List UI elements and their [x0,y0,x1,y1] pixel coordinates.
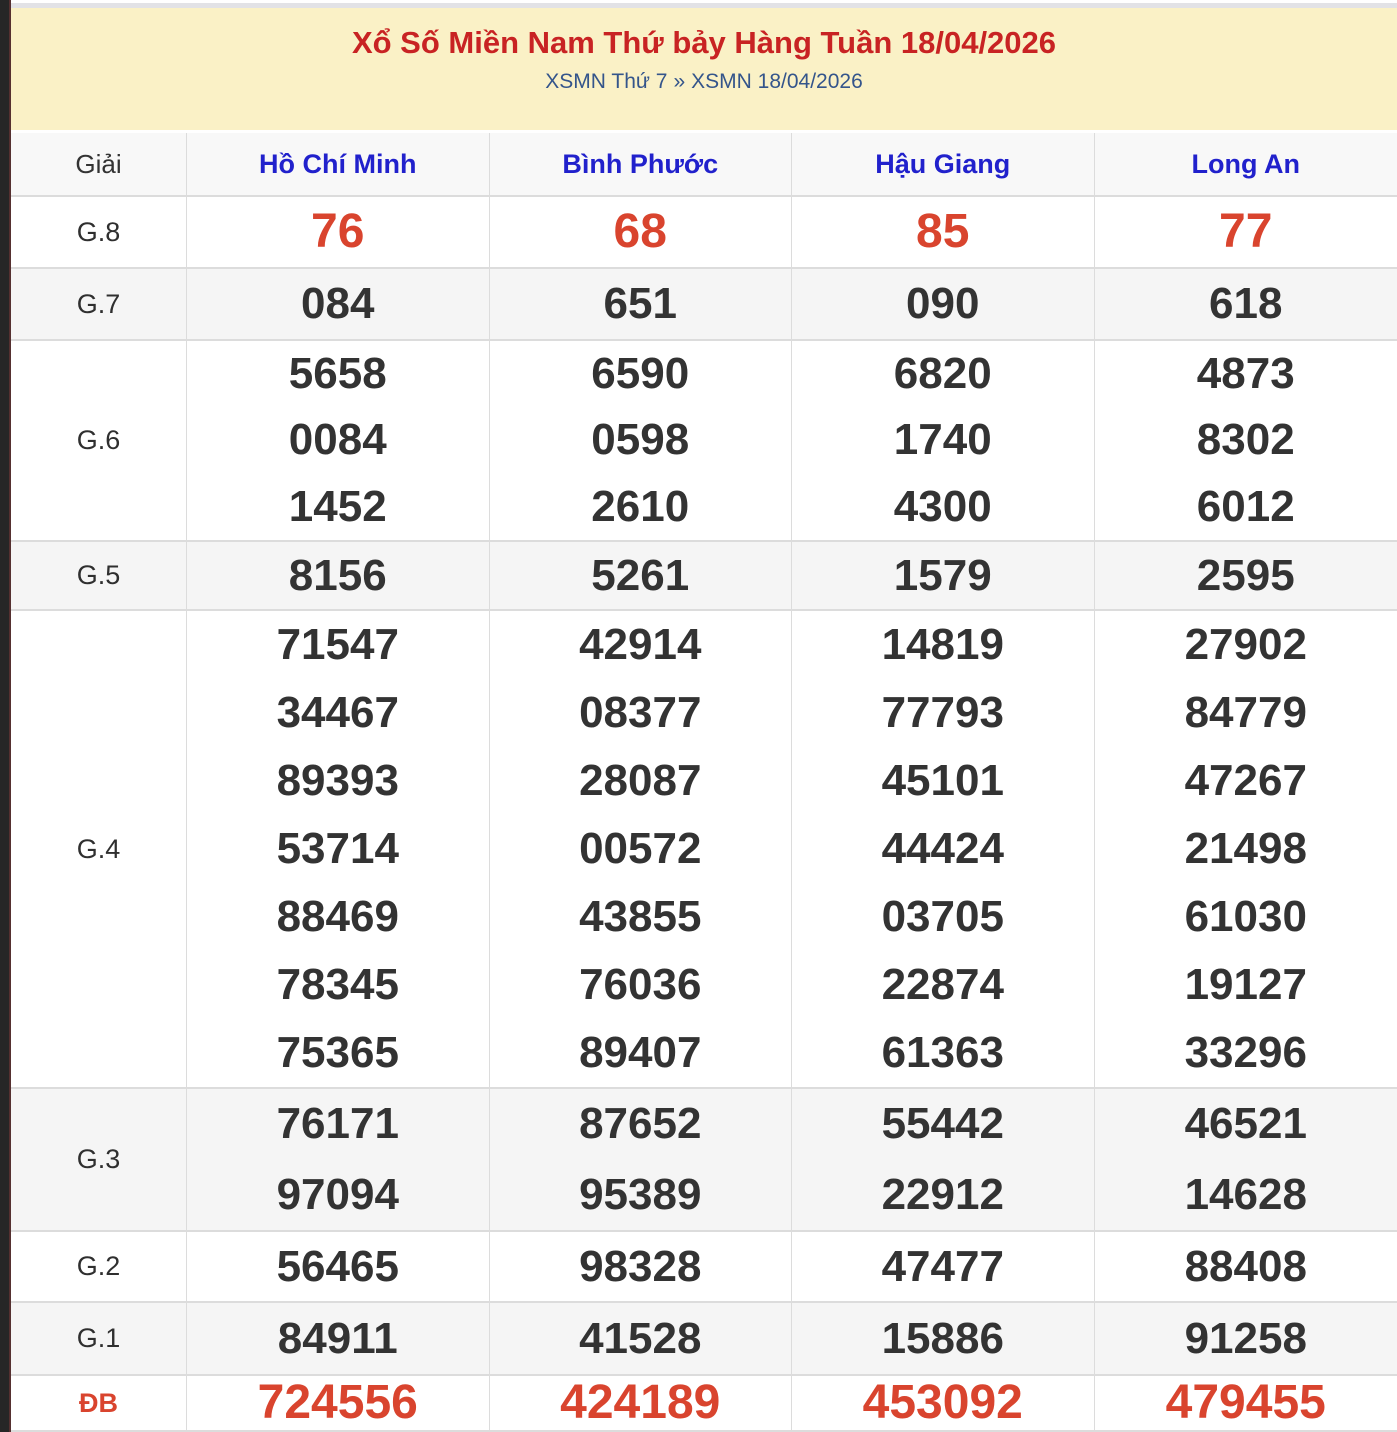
prize-number: 14628 [1184,1169,1307,1219]
prize-label: G.6 [11,341,187,540]
prize-number: 88469 [276,892,399,941]
prize-number: 76171 [276,1099,399,1149]
prize-number: 95389 [579,1169,702,1219]
prize-number: 68 [613,205,667,258]
prize-cell [187,1232,490,1301]
table-row [11,269,1397,341]
prize-number: 22912 [881,1169,1004,1219]
prize-number: 6012 [1196,481,1295,531]
prize-label: ĐB [11,1376,187,1430]
breadcrumb-link-weekday[interactable]: XSMN Thứ 7 [545,70,668,94]
prize-number: 4300 [893,481,992,531]
prize-number: 6590 [591,349,690,399]
prize-number: 03705 [881,892,1004,941]
prize-column-header: Giải [11,133,187,195]
prize-number: 8156 [288,550,387,600]
prize-number: 8302 [1196,415,1295,465]
prize-cell [1095,197,1397,267]
prize-number: 14819 [881,620,1004,669]
prize-cell [792,1303,1095,1374]
prize-cell [490,542,793,609]
prize-label: G.3 [11,1089,187,1230]
prize-cell [187,611,490,1087]
prize-cell [187,542,490,609]
prize-number: 2595 [1196,550,1295,600]
table-row [11,1303,1397,1376]
prize-cell [792,1376,1095,1430]
prize-number: 87652 [579,1099,702,1149]
table-row [11,611,1397,1089]
prize-cell [792,269,1095,339]
prize-number: 56465 [276,1241,399,1291]
prize-number: 42914 [579,620,702,669]
prize-number: 0598 [591,415,690,465]
breadcrumb [11,70,1397,94]
prize-number: 89393 [276,756,399,805]
prize-label: G.2 [11,1232,187,1301]
prize-number: 21498 [1184,824,1307,873]
province-link[interactable]: Hậu Giang [875,148,1011,179]
breadcrumb-separator: » [673,70,686,94]
prize-number: 71547 [276,620,399,669]
prize-cell [1095,1232,1397,1301]
province-link[interactable]: Long An [1191,148,1300,179]
prize-number: 724556 [257,1376,418,1429]
prize-cell [792,341,1095,540]
prize-label: G.8 [11,197,187,267]
prize-cell [792,542,1095,609]
table-row [11,1232,1397,1303]
prize-number: 76 [311,205,365,258]
prize-number: 4873 [1196,349,1295,399]
prize-label: G.7 [11,269,187,339]
prize-number: 15886 [881,1313,1004,1363]
prize-number: 53714 [276,824,399,873]
prize-number: 88408 [1184,1241,1307,1291]
province-link[interactable]: Bình Phước [562,148,719,179]
prize-number: 97094 [276,1169,399,1219]
prize-number: 27902 [1184,620,1307,669]
prize-number: 84911 [277,1313,398,1363]
prize-number: 34467 [276,688,399,737]
prize-number: 91258 [1184,1313,1307,1363]
prize-number: 479455 [1165,1376,1326,1429]
prize-cell [187,197,490,267]
prize-cell [187,1089,490,1230]
prize-number: 84779 [1184,688,1307,737]
prize-number: 28087 [579,756,702,805]
prize-number: 453092 [862,1376,1023,1429]
prize-number: 77793 [881,688,1004,737]
prize-number: 618 [1209,279,1283,328]
prize-number: 08377 [579,688,702,737]
prize-cell [490,1232,793,1301]
prize-number: 1579 [893,550,992,600]
prize-cell [187,1376,490,1430]
prize-number: 43855 [579,892,702,941]
results-table [11,133,1397,1432]
prize-number: 45101 [881,756,1004,805]
prize-cell [490,1089,793,1230]
prize-number: 85 [916,205,970,258]
prize-number: 76036 [579,960,702,1009]
prize-number: 98328 [579,1241,702,1291]
prize-number: 46521 [1184,1099,1307,1149]
prize-number: 61363 [881,1028,1004,1077]
province-header-cell [187,133,490,195]
table-row [11,542,1397,611]
breadcrumb-link-date[interactable]: XSMN 18/04/2026 [691,70,863,94]
page-title: Xổ Số Miền Nam Thứ bảy Hàng Tuần 18/04/2026 [351,25,1057,60]
prize-number: 44424 [881,824,1004,873]
prize-label: G.5 [11,542,187,609]
prize-number: 084 [301,279,375,328]
prize-number: 19127 [1184,960,1307,1009]
prize-cell [490,197,793,267]
prize-cell [1095,1089,1397,1230]
prize-cell [1095,611,1397,1087]
prize-cell [490,611,793,1087]
prize-cell [187,341,490,540]
prize-number: 47267 [1184,756,1307,805]
prize-number: 89407 [579,1028,702,1077]
results-header [11,8,1397,130]
prize-number: 1452 [288,481,387,531]
prize-number: 33296 [1184,1028,1307,1077]
prize-number: 78345 [276,960,399,1009]
prize-cell [1095,1303,1397,1374]
prize-cell [792,197,1095,267]
prize-cell [792,611,1095,1087]
prize-cell [490,269,793,339]
prize-number: 61030 [1184,892,1307,941]
prize-cell [1095,269,1397,339]
province-header-cell [792,133,1095,195]
table-header-row [11,133,1397,197]
window-edge [0,0,11,1432]
prize-cell [490,1376,793,1430]
prize-cell [792,1089,1095,1230]
prize-number: 00572 [579,824,702,873]
prize-number: 651 [603,279,677,328]
prize-number: 55442 [881,1099,1004,1149]
prize-number: 75365 [276,1028,399,1077]
prize-number: 2610 [591,481,690,531]
prize-number: 5261 [591,550,690,600]
province-header-cell [1095,133,1397,195]
prize-cell [792,1232,1095,1301]
prize-label: G.1 [11,1303,187,1374]
prize-number: 424189 [560,1376,721,1429]
prize-number: 1740 [893,415,992,465]
table-row [11,341,1397,542]
prize-label: G.4 [11,611,187,1087]
province-header-cell [490,133,793,195]
prize-number: 090 [906,279,980,328]
prize-cell [187,269,490,339]
prize-cell [1095,542,1397,609]
province-link[interactable]: Hồ Chí Minh [259,148,417,179]
prize-cell [490,341,793,540]
prize-number: 47477 [881,1241,1004,1291]
table-row [11,197,1397,269]
prize-number: 77 [1219,205,1273,258]
prize-cell [1095,1376,1397,1430]
prize-cell [1095,341,1397,540]
prize-number: 22874 [881,960,1004,1009]
table-row [11,1376,1397,1432]
prize-number: 5658 [288,349,387,399]
prize-number: 0084 [288,415,387,465]
prize-cell [490,1303,793,1374]
prize-cell [187,1303,490,1374]
table-row [11,1089,1397,1232]
content-area [11,0,1397,1432]
prize-number: 41528 [579,1313,702,1363]
prize-number: 6820 [893,349,992,399]
